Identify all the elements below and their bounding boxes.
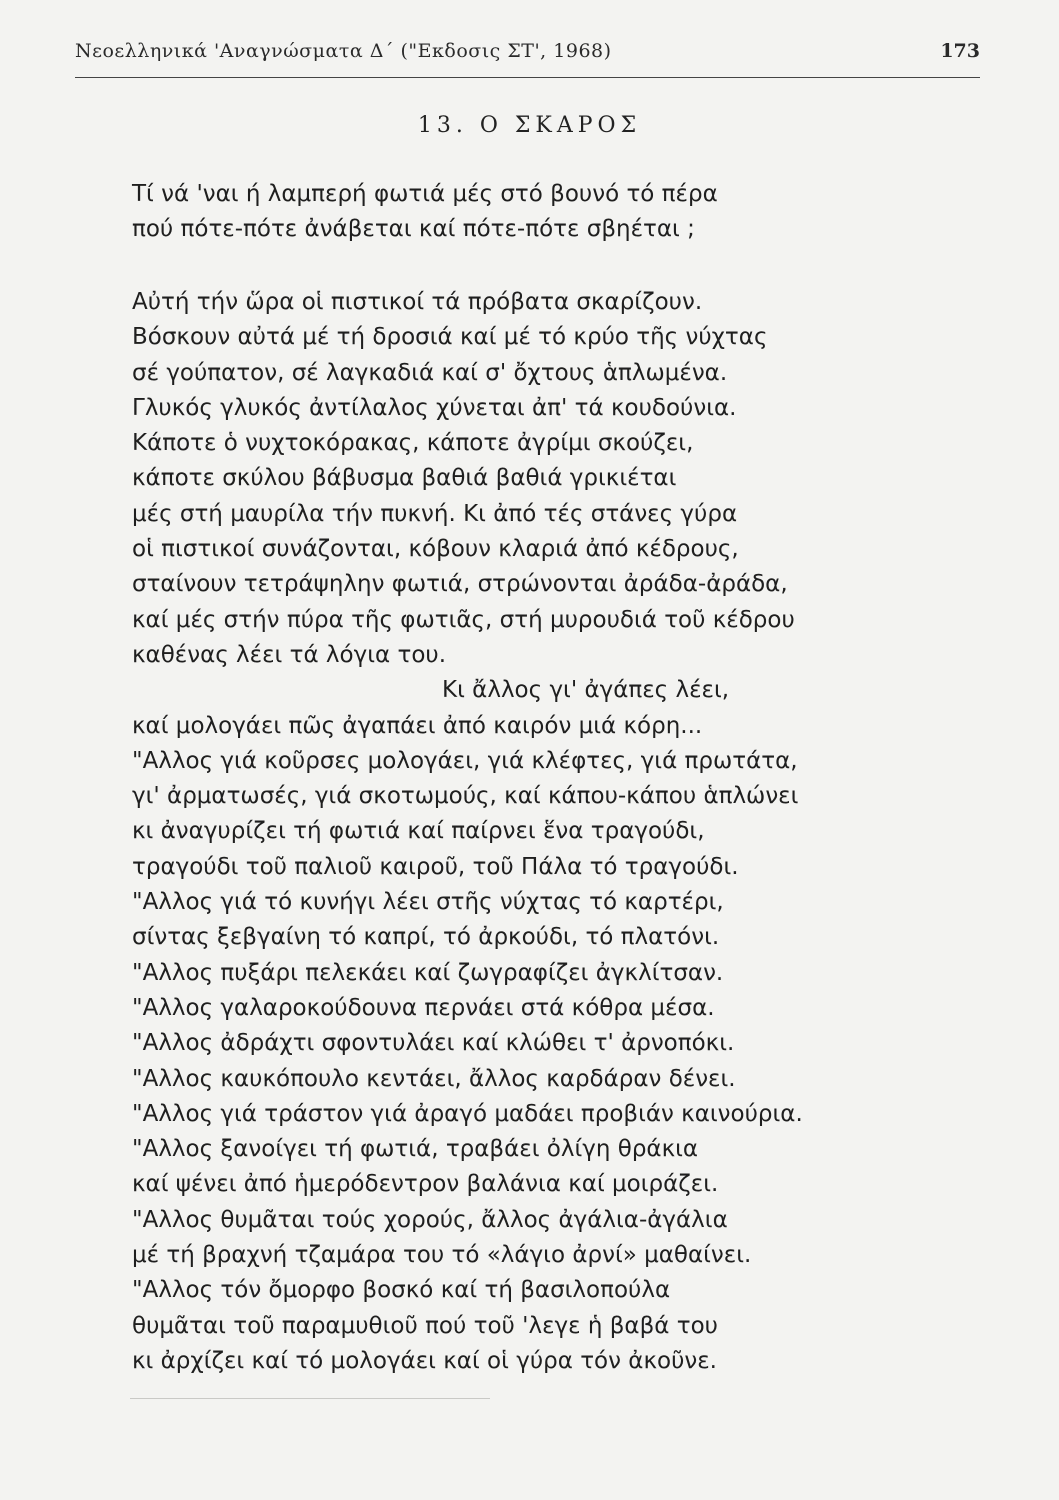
poem-line-indented: Κι ἄλλος γι' ἀγάπες λέει, <box>442 677 730 704</box>
poem-line: Γλυκός γλυκός ἀντίλαλος χύνεται ἀπ' τά κουδούνια. <box>132 394 737 421</box>
poem-line: Τί νά 'ναι ή λαμπερή φωτιά μές στό βουνό τό πέρα <box>132 181 718 207</box>
poem-line: "Αλλος ἀδράχτι σφοντυλάει καί κλώθει τ' ἀρνοπόκι. <box>132 1030 735 1057</box>
poem-line: πού πότε-πότε ἀνάβεται καί πότε-πότε σβηέται ; <box>132 216 695 243</box>
poem-line: "Αλλος γιά τράστον γιά ἀραγό μαδάει προβιάν καινούρια. <box>132 1100 803 1127</box>
poem-line: "Αλλος γαλαροκούδουνα περνάει στά κόθρα μέσα. <box>132 994 715 1021</box>
poem-line: σταίνουν τετράψηλην φωτιά, στρώνονται ἀράδα-ἀράδα, <box>132 571 788 598</box>
poem-line: "Αλλος θυμᾶται τούς χορούς, ἄλλος ἀγάλια-ἀγάλια <box>132 1206 728 1233</box>
poem-line: γι' ἀρματωσές, γιά σκοτωμούς, καί κάπου-κάπου ἁπλώνει <box>132 783 799 810</box>
poem-line: κάποτε σκύλου βάβυσμα βαθιά βαθιά γρικιέται <box>132 465 677 492</box>
running-head <box>75 40 980 70</box>
poem-line: καί μολογάει πῶς ἀγαπάει ἀπό καιρόν μιά κόρη... <box>132 712 703 739</box>
poem-title: 13. Ο ΣΚΑΡΟΣ <box>417 113 642 138</box>
stanza-2 <box>132 285 892 1379</box>
poem-line: "Αλλος γιά κοῦρσες μολογάει, γιά κλέφτες, γιά πρωτάτα, <box>132 747 798 774</box>
poem-line: "Αλλος πυξάρι πελεκάει καί ζωγραφίζει ἀγκλίτσαν. <box>132 959 724 986</box>
poem-line: οἱ πιστικοί συνάζονται, κόβουν κλαριά ἀπό κέδρους, <box>132 536 739 563</box>
page-number: 173 <box>940 40 980 62</box>
poem-line: καθένας λέει τά λόγια του. <box>132 641 447 668</box>
poem-line: Βόσκουν αὐτά μέ τή δροσιά καί μέ τό κρύο τῆς νύχτας <box>132 324 768 351</box>
poem-line: "Αλλος τόν ὄμορφο βοσκό καί τή βασιλοπούλα <box>132 1277 671 1304</box>
poem-line: "Αλλος ξανοίγει τή φωτιά, τραβάει ὀλίγη θράκια <box>132 1136 699 1163</box>
poem-line: σίντας ξεβγαίνη τό καπρί, τό ἀρκούδι, τό πλατόνι. <box>132 924 720 951</box>
poem-line: τραγούδι τοῦ παλιοῦ καιροῦ, τοῦ Πάλα τό τραγούδι. <box>132 853 739 880</box>
header-divider <box>75 77 980 78</box>
poem-line: κι ἀρχίζει καί τό μολογάει καί οἱ γύρα τόν ἀκοῦνε. <box>132 1347 717 1374</box>
poem-line: "Αλλος γιά τό κυνήγι λέει στῆς νύχτας τό καρτέρι, <box>132 889 724 916</box>
poem-line: καί μές στήν πύρα τῆς φωτιᾶς, στή μυρουδιά τοῦ κέδρου <box>132 606 795 633</box>
poem-line: Κάποτε ὁ νυχτοκόρακας, κάποτε ἀγρίμι σκούζει, <box>132 430 694 457</box>
running-title: Νεοελληνικά 'Αναγνώσματα Δ΄ ("Εκδοσις ΣΤ', 1968) <box>75 40 612 62</box>
poem-line: Αὐτή τήν ὥρα οἱ πιστικοί τά πρόβατα σκαρίζουν. <box>132 289 703 315</box>
poem-line: καί ψένει ἀπό ἡμερόδεντρον βαλάνια καί μοιράζει. <box>132 1171 719 1198</box>
poem-line: σέ γούπατον, σέ λαγκαδιά καί σ' ὄχτους ἁπλωμένα. <box>132 359 728 386</box>
poem-line: θυμᾶται τοῦ παραμυθιοῦ πού τοῦ 'λεγε ἡ βαβά του <box>132 1312 718 1339</box>
poem-line: κι ἀναγυρίζει τή φωτιά καί παίρνει ἕνα τραγούδι, <box>132 818 705 845</box>
stanza-1 <box>132 177 892 248</box>
footer-divider <box>130 1398 490 1399</box>
poem-line: μές στή μαυρίλα τήν πυκνή. Κι ἀπό τές στάνες γύρα <box>132 500 738 527</box>
poem-line: μέ τή βραχνή τζαμάρα του τό «λάγιο ἀρνί» μαθαίνει. <box>132 1242 752 1269</box>
poem-line: "Αλλος καυκόπουλο κεντάει, ἄλλος καρδάραν δένει. <box>132 1065 736 1092</box>
